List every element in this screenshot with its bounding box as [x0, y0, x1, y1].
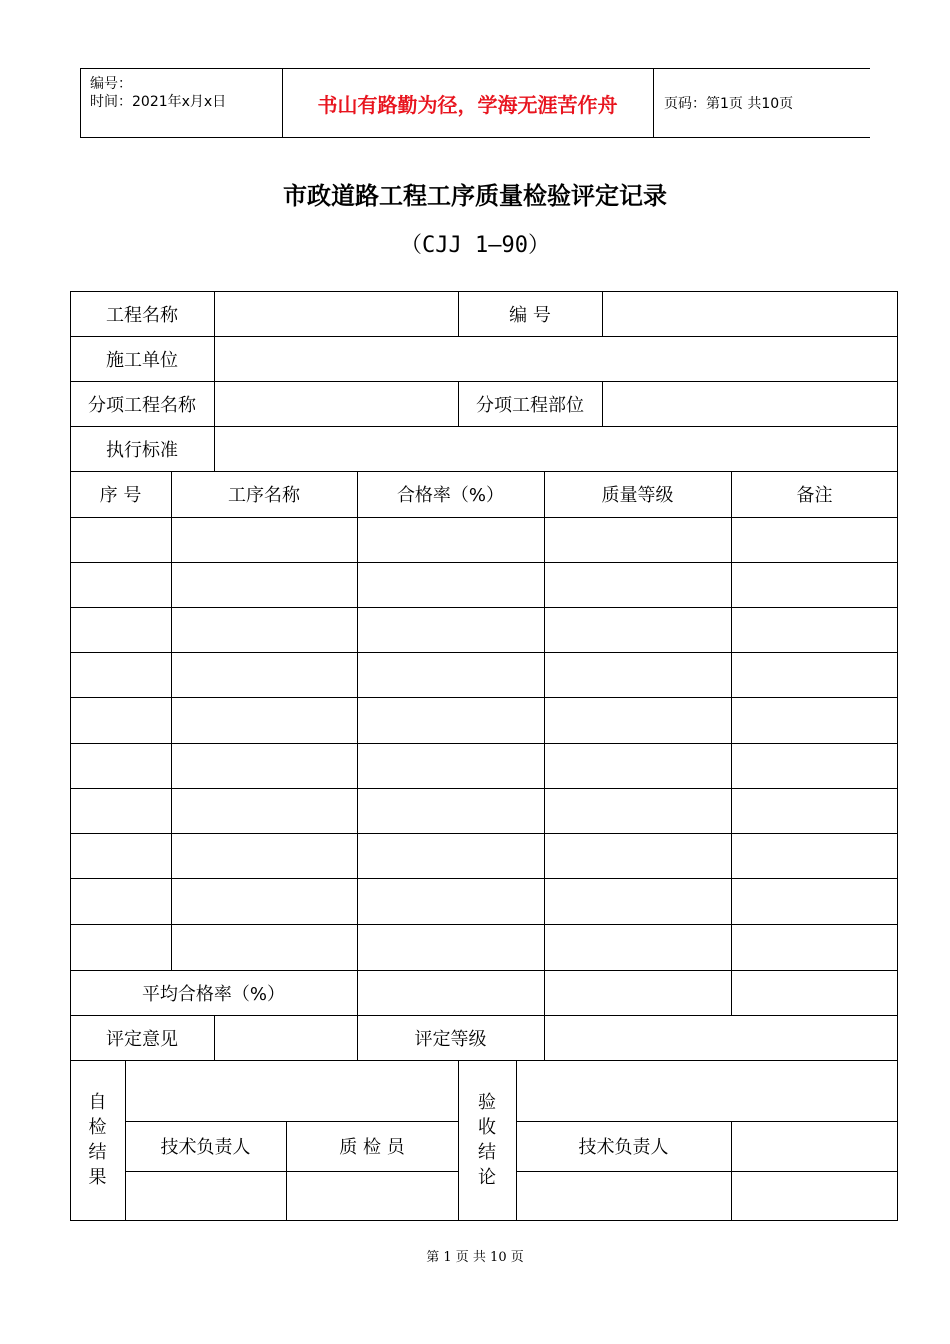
- line-h: [70, 562, 898, 563]
- line-h: [70, 1220, 898, 1221]
- col-process-header: 工序名称: [228, 485, 300, 506]
- line-v: [214, 291, 215, 471]
- line-v: [731, 1121, 732, 1220]
- col-remark-header: 备注: [796, 485, 833, 506]
- line-v: [731, 471, 732, 1015]
- line-h: [70, 878, 898, 879]
- time-label: 时间：2021年x月x日: [90, 94, 227, 110]
- construction-unit-label: 施工单位: [106, 349, 178, 371]
- tech-lead-label-self: 技术负责人: [160, 1137, 251, 1158]
- standard-label: 执行标准: [106, 439, 178, 461]
- col-grade-header: 质量等级: [601, 485, 674, 506]
- line-v: [544, 471, 545, 1060]
- line-v: [602, 291, 603, 336]
- line-h: [516, 1171, 898, 1172]
- sub-project-name-label: 分项工程名称: [88, 394, 196, 416]
- page-subtitle: （CJJ 1—90）: [400, 233, 550, 258]
- evaluation-opinion-label: 评定意见: [106, 1028, 178, 1050]
- average-rate-label: 平均合格率（%）: [141, 983, 286, 1005]
- line-h: [70, 652, 898, 653]
- self-check-label: [70, 1060, 125, 1220]
- line-v: [602, 381, 603, 426]
- project-name-label: 工程名称: [106, 304, 178, 326]
- line-v: [357, 471, 358, 1060]
- number-field-label: 编 号: [509, 304, 551, 326]
- header-slogan: 书山有路勤为径，学海无涯苦作舟: [317, 92, 618, 117]
- self-check-char: 果: [88, 1167, 107, 1188]
- line-h: [70, 517, 898, 518]
- self-check-char: 结: [88, 1142, 107, 1163]
- number-label: 编号：: [90, 76, 132, 92]
- page-info: 页码：第1页 共10页: [653, 69, 869, 137]
- line-h: [70, 607, 898, 608]
- line-h: [70, 833, 898, 834]
- page-header: [80, 68, 870, 138]
- header-meta: [80, 69, 283, 137]
- evaluation-form: [70, 291, 898, 1221]
- acceptance-label: [458, 1060, 516, 1220]
- acceptance-char: 结: [478, 1142, 496, 1163]
- acceptance-char: 验: [478, 1092, 496, 1113]
- line-v: [214, 1015, 215, 1060]
- line-h: [70, 788, 898, 789]
- acceptance-char: 论: [478, 1167, 496, 1188]
- self-check-char: 检: [88, 1117, 107, 1138]
- evaluation-grade-label: 评定等级: [414, 1028, 487, 1050]
- page-title: 市政道路工程工序质量检验评定记录: [283, 181, 667, 210]
- sub-project-part-label: 分项工程部位: [476, 394, 584, 416]
- col-seq-header: 序 号: [99, 485, 142, 506]
- acceptance-char: 收: [478, 1117, 496, 1138]
- col-rate-header: 合格率（%）: [396, 485, 505, 506]
- line-h: [70, 924, 898, 925]
- line-v: [171, 471, 172, 970]
- page-footer: 第 1 页 共 10 页: [426, 1250, 524, 1265]
- line-h: [70, 697, 898, 698]
- quality-inspector-label: 质 检 员: [339, 1137, 405, 1158]
- self-check-char: 自: [88, 1092, 107, 1113]
- line-h: [125, 1171, 458, 1172]
- line-h: [70, 743, 898, 744]
- tech-lead-label-acceptance: 技术负责人: [578, 1137, 669, 1158]
- line-v: [897, 291, 898, 1221]
